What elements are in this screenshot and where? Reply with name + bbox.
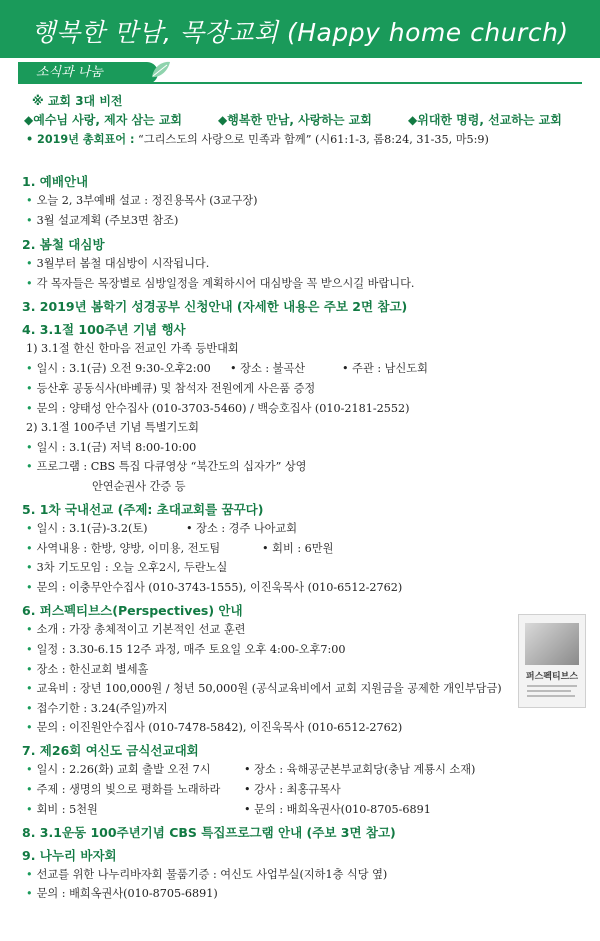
vision-heading: ※ 교회 3대 비전 <box>32 94 123 108</box>
list-item: • 문의 : 배희옥권사(010-8705-6891) <box>26 887 218 900</box>
list-item: • 소개 : 가장 총체적이고 기본적인 선교 훈련 <box>26 623 246 636</box>
list-item: 안연순권사 간증 등 <box>92 480 186 493</box>
list-item: • 3차 기도모임 : 오늘 오후2시, 두란노실 <box>26 561 228 574</box>
section-title: 7. 제26회 여신도 금식선교대회 <box>22 743 199 758</box>
list-item: • 일시 : 3.1(금) 저녁 8:00-10:00 <box>26 441 197 454</box>
book-text-line <box>527 695 575 697</box>
perspectives-book-image <box>518 614 586 708</box>
list-item: • 각 목자들은 목장별로 심방일정을 계획하시어 대심방을 꼭 받으시길 바랍니다. <box>26 277 415 290</box>
motto-line <box>26 131 489 147</box>
list-item: • 등산후 공동식사(바베큐) 및 참석자 전원에게 사은품 증정 <box>26 382 316 395</box>
section-badge: 소식과 나눔 <box>18 62 158 84</box>
list-item: • 장소 : 육해공군본부교회당(충남 계룡시 소재) <box>244 763 476 776</box>
list-item: • 오늘 2, 3부예배 설교 : 정진용목사 (3교구장) <box>26 194 258 207</box>
list-item: • 일정 : 3.30-6.15 12주 과정, 매주 토요일 오후 4:00-오후7:00 <box>26 643 346 656</box>
list-item: • 프로그램 : CBS 특집 다큐영상 “북간도의 십자가” 상영 <box>26 460 307 473</box>
list-item: • 문의 : 이진원안수집사 (010-7478-5842), 이진욱목사 (010-6512-2762) <box>26 721 403 734</box>
list-item: • 주관 : 남신도회 <box>342 362 428 375</box>
section-title: 9. 나누리 바자회 <box>22 848 117 863</box>
list-item: • 일시 : 3.1(금) 오전 9:30-오후2:00 <box>26 362 211 375</box>
header-bar <box>0 0 600 58</box>
vision-item: ◆위대한 명령, 선교하는 교회 <box>408 113 562 127</box>
list-item: • 3월 설교계획 (주보3면 참조) <box>26 214 179 227</box>
divider <box>18 82 582 84</box>
section-title: 8. 3.1운동 100주년기념 CBS 특집프로그램 안내 (주보 3면 참고) <box>22 825 396 840</box>
list-item: • 주제 : 생명의 빛으로 평화를 노래하라 <box>26 783 221 796</box>
list-item: • 강사 : 최홍규목사 <box>244 783 341 796</box>
section-title: 2. 봄철 대심방 <box>22 237 105 252</box>
motto-label: • 2019년 총회표어 : <box>26 133 135 146</box>
list-item: • 일시 : 2.26(화) 교회 출발 오전 7시 <box>26 763 211 776</box>
list-item: • 일시 : 3.1(금)-3.2(토) <box>26 522 148 535</box>
subheading: 2) 3.1절 100주년 기념 특별기도회 <box>26 421 199 434</box>
list-item: • 접수기한 : 3.24(주일)까지 <box>26 702 168 715</box>
list-item: • 교육비 : 장년 100,000원 / 청년 50,000원 (공식교육비에서 교회 지원금을 공제한 개인부담금) <box>26 682 502 695</box>
list-item: • 문의 : 배희옥권사(010-8705-6891 <box>244 803 431 816</box>
subheading: 1) 3.1절 한신 한마음 전교인 가족 등반대회 <box>26 342 239 355</box>
motto-text: “그리스도의 사랑으로 민족과 함께” (시61:1-3, 롬8:24, 31-35, 마5:9) <box>138 133 489 146</box>
section-title: 4. 3.1절 100주년 기념 행사 <box>22 322 186 337</box>
list-item: • 장소 : 경주 나아교회 <box>186 522 298 535</box>
section-title: 1. 예배안내 <box>22 174 89 189</box>
vision-item: ◆예수님 사랑, 제자 삼는 교회 <box>24 113 183 127</box>
book-cover-art <box>525 623 579 665</box>
section-title: 5. 1차 국내선교 (주제: 초대교회를 꿈꾸다) <box>22 502 264 517</box>
book-title: 퍼스펙티브스 <box>525 672 579 682</box>
book-text-line <box>527 690 571 692</box>
section-title: 6. 퍼스펙티브스(Perspectives) 안내 <box>22 603 243 618</box>
list-item: • 선교를 위한 나누리바자회 물품기증 : 여신도 사업부실(지하1층 식당 옆) <box>26 868 388 881</box>
list-item: • 회비 : 5천원 <box>26 803 98 816</box>
list-item: • 회비 : 6만원 <box>262 542 334 555</box>
leaf-icon <box>150 59 172 81</box>
list-item: • 문의 : 양태성 안수집사 (010-3703-5460) / 백승호집사 (010-2181-2552) <box>26 402 410 415</box>
list-item: • 사역내용 : 한방, 양방, 이미용, 전도팀 <box>26 542 221 555</box>
list-item: • 장소 : 한신교회 별세홀 <box>26 663 149 676</box>
list-item: • 장소 : 불곡산 <box>230 362 306 375</box>
list-item: • 문의 : 이충무안수집사 (010-3743-1555), 이진욱목사 (010-6512-2762) <box>26 581 403 594</box>
page-title: 행복한 만남, 목장교회 (Happy home church) <box>31 18 569 47</box>
book-text-line <box>527 685 577 687</box>
vision-item: ◆행복한 만남, 사랑하는 교회 <box>218 113 372 127</box>
list-item: • 3월부터 봄철 대심방이 시작됩니다. <box>26 257 210 270</box>
section-title: 3. 2019년 봄학기 성경공부 신청안내 (자세한 내용은 주보 2면 참고) <box>22 299 408 314</box>
